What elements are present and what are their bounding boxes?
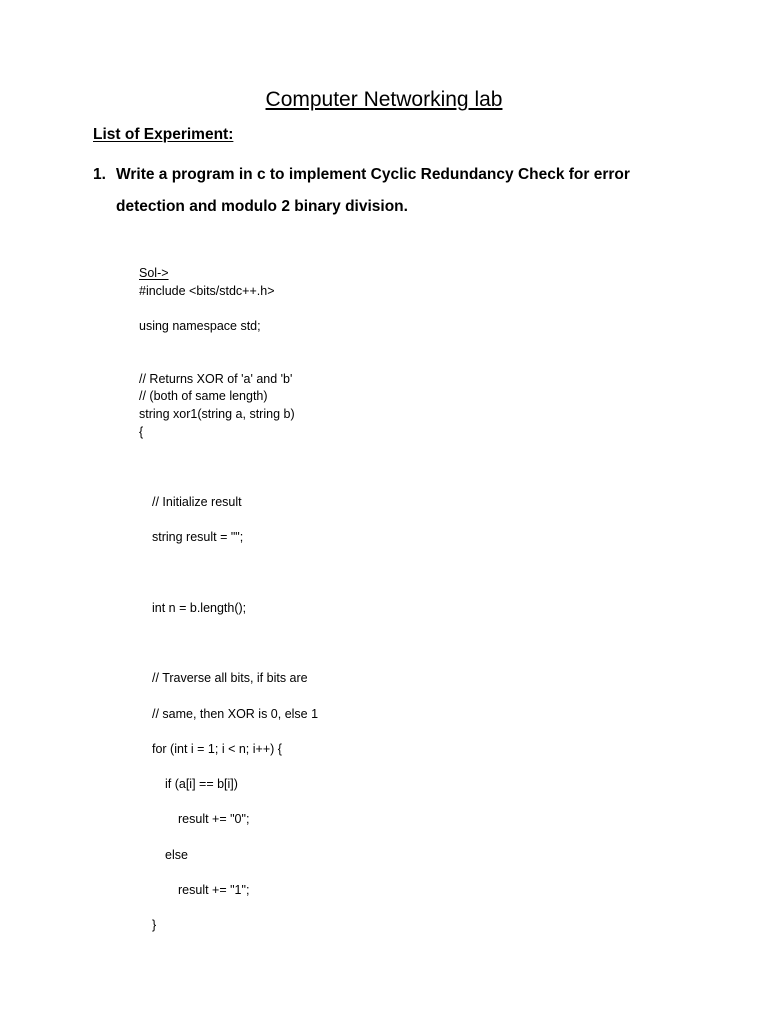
code-line: string xor1(string a, string b) (139, 407, 295, 421)
code-line: int n = b.length(); (152, 601, 247, 615)
code-line: } (152, 918, 157, 932)
code-line: // same, then XOR is 0, else 1 (152, 707, 319, 721)
code-line: // Returns XOR of 'a' and 'b' (139, 372, 293, 386)
code-line: if (a[i] == b[i]) (165, 777, 238, 791)
code-line: result += "0"; (178, 812, 250, 826)
document-title (0, 86, 768, 114)
code-line: // (both of same length) (139, 389, 268, 403)
code-line: // Traverse all bits, if bits are (152, 671, 308, 685)
code-line: { (139, 425, 144, 439)
question-line: detection and modulo 2 binary division. (116, 198, 408, 215)
list-of-experiment-heading: List of Experiment: (93, 126, 234, 143)
solution-label: Sol-> (139, 266, 169, 280)
code-line: // Initialize result (152, 495, 242, 509)
code-line: #include <bits/stdc++.h> (139, 284, 275, 298)
document-title-text: Computer Networking lab (265, 88, 503, 111)
code-line: result += "1"; (178, 883, 250, 897)
code-line: for (int i = 1; i < n; i++) { (152, 742, 282, 756)
code-line: using namespace std; (139, 319, 261, 333)
code-line: string result = ""; (152, 530, 244, 544)
code-line: else (165, 848, 188, 862)
question-number: 1. (93, 166, 106, 183)
question-line: Write a program in c to implement Cyclic Redundancy Check for error (116, 166, 630, 183)
